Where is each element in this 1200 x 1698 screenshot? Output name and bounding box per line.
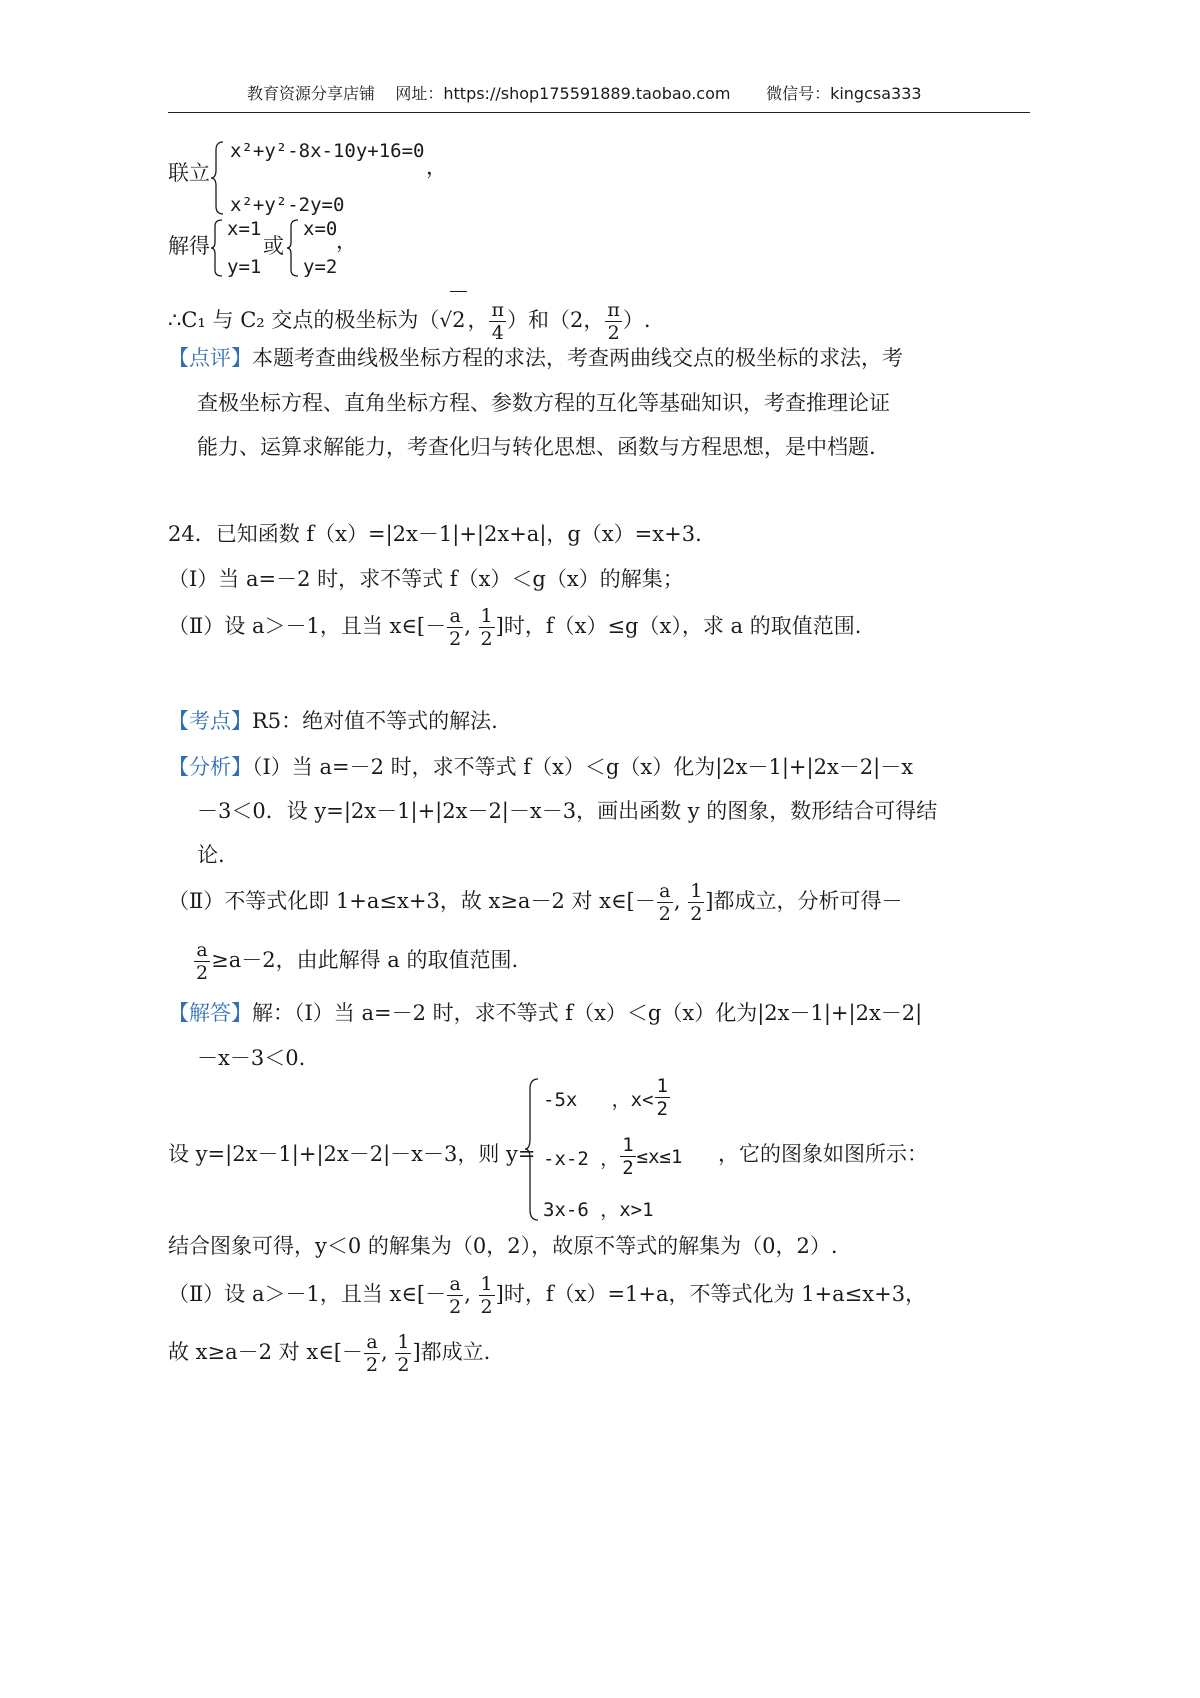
sqrt-icon: √	[439, 308, 453, 332]
header-wechat: kingcsa333	[830, 84, 922, 103]
comment-line3: 能力、运算求解能力，考查化归与转化思想、函数与方程思想，是中档题.	[197, 435, 876, 459]
fenxi-line4-pre: （Ⅱ）不等式化即 1+a≤x+3，故 x≥a－2 对 x∈[－	[168, 889, 656, 913]
fenxi-line1	[168, 752, 913, 782]
jieda-part2-pre: （Ⅱ）设 a＞－1，且当 x∈[－	[168, 1282, 447, 1306]
page-header	[247, 81, 922, 104]
left-brace-icon	[210, 140, 226, 216]
left-brace-icon	[524, 1077, 540, 1222]
problem-part1: （Ⅰ）当 a=－2 时，求不等式 f（x）＜g（x）的解集；	[168, 567, 684, 591]
kaodian	[168, 706, 498, 736]
fenxi-line4: （Ⅱ）不等式化即 1+a≤x+3，故 x≥a－2 对 x∈[－ $\frac{a}{2}$ , $\frac{1}{2}$ ]都成立，分析可得－	[168, 879, 903, 925]
case2: -x-2 ， $\frac{1}{2}$ ≤x≤1	[543, 1134, 683, 1179]
fenxi-text-1: （Ⅰ）当 a=－2 时，求不等式 f（x）＜g（x）化为|2x－1|+|2x－2|－x	[252, 755, 914, 779]
comment-tag: 【点评】	[168, 346, 252, 370]
comment-line2: 查极坐标方程、直角坐标方程、参数方程的互化等基础知识，考查推理论证	[197, 391, 890, 415]
piecewise-setup: 设 y=|2x－1|+|2x－2|－x－3，则 y=	[168, 1142, 536, 1166]
eq1: x²+y²-8x-10y+16=0	[230, 140, 425, 162]
frac-1-2: $\frac{1}{2}$	[690, 879, 703, 925]
jiede-label: 解得	[168, 234, 210, 258]
left-brace-icon	[286, 218, 300, 278]
eq2: x²+y²-2y=0	[230, 194, 345, 216]
huo-label: 或	[263, 234, 284, 258]
sol2b: y=2	[303, 256, 338, 278]
header-url-label: 网址：	[395, 84, 444, 103]
jieda-line1	[168, 998, 922, 1028]
case3: 3x-6 ，x>1	[543, 1199, 654, 1221]
header-url[interactable]: https://shop175591889.taobao.com	[443, 84, 731, 103]
sol1b: y=1	[227, 256, 262, 278]
comma1: ，	[426, 155, 447, 179]
fenxi-line5-post: ≥a－2，由此解得 a 的取值范围.	[211, 948, 519, 972]
jieda-line2: －x－3＜0.	[197, 1046, 306, 1070]
fenxi-line2: －3＜0．设 y=|2x－1|+|2x－2|－x－3，画出函数 y 的图象，数形结合可得结	[197, 799, 938, 823]
frac-a-2: $\frac{a}{2}$	[365, 1330, 379, 1376]
solution-system-2	[286, 218, 337, 278]
frac-1-2: $\frac{1}{2}$	[622, 1134, 634, 1179]
header-shop: 教育资源分享店铺	[247, 84, 376, 103]
frac-pi-4: $\frac{\pi}{4}$	[491, 298, 504, 344]
frac-1-2: $\frac{1}{2}$	[480, 604, 493, 650]
piecewise-system	[524, 1077, 682, 1222]
jieda-text-1: 解：（Ⅰ）当 a=－2 时，求不等式 f（x）＜g（x）化为|2x－1|+|2x－2|	[252, 1001, 923, 1025]
fenxi-line4-post: ]都成立，分析可得－	[705, 889, 903, 913]
sol1a: x=1	[227, 218, 262, 240]
problem-stem: 24．已知函数 f（x）=|2x－1|+|2x+a|，g（x）=x+3.	[168, 522, 702, 546]
header-rule	[168, 112, 1030, 113]
part2-post: ]时，f（x）≤g（x），求 a 的取值范围.	[495, 614, 862, 638]
frac-a-2: $\frac{a}{2}$	[449, 604, 462, 650]
conclusion-end: ）.	[622, 308, 651, 332]
frac-a-2: $\frac{a}{2}$	[196, 938, 209, 984]
comma2: ，	[336, 229, 357, 253]
polar-conclusion: ∴C₁ 与 C₂ 交点的极坐标为（√2， $\frac{\pi}{4}$ ）和（2， $\frac{\pi}{2}$ ）.	[168, 291, 651, 348]
system-1	[210, 140, 424, 216]
case1: -5x ，x< $\frac{1}{2}$	[543, 1075, 668, 1120]
jieda-last-pre: 故 x≥a－2 对 x∈[－	[168, 1340, 363, 1364]
jieda-part2-post: ]时，f（x）=1+a，不等式化为 1+a≤x+3，	[495, 1282, 927, 1306]
problem-part2: （Ⅱ）设 a＞－1，且当 x∈[－ $\frac{a}{2}$ , $\frac{1}{2}$ ]时，f（x）≤g（x），求 a 的取值范围.	[168, 604, 862, 650]
jieda-result1: 结合图象可得，y＜0 的解集为（0，2），故原不等式的解集为（0，2）.	[168, 1234, 838, 1258]
jieda-part2: （Ⅱ）设 a＞－1，且当 x∈[－ $\frac{a}{2}$ , $\frac{1}{2}$ ]时，f（x）=1+a，不等式化为 1+a≤x+3，	[168, 1272, 927, 1318]
jieda-last-post: ]都成立.	[412, 1340, 491, 1364]
comment-text-1: 本题考查曲线极坐标方程的求法，考查两曲线交点的极坐标的求法，考	[252, 346, 903, 370]
frac-1-2: $\frac{1}{2}$	[397, 1330, 410, 1376]
header-wechat-label: 微信号：	[766, 84, 831, 103]
kaodian-text: R5：绝对值不等式的解法.	[252, 709, 498, 733]
kaodian-tag: 【考点】	[168, 709, 252, 733]
fenxi-tag: 【分析】	[168, 755, 252, 779]
frac-1-2: $\frac{1}{2}$	[480, 1272, 493, 1318]
frac-a-2: $\frac{a}{2}$	[449, 1272, 462, 1318]
solution-system-1	[210, 218, 261, 278]
jieda-tag: 【解答】	[168, 1001, 252, 1025]
frac-1-2: $\frac{1}{2}$	[656, 1075, 668, 1120]
sol2a: x=0	[303, 218, 338, 240]
frac-a-2: $\frac{a}{2}$	[658, 879, 671, 925]
lianli-label: 联立	[168, 161, 210, 185]
fenxi-line3: 论.	[197, 843, 225, 867]
part2-pre: （Ⅱ）设 a＞－1，且当 x∈[－	[168, 614, 447, 638]
frac-pi-2: $\frac{\pi}{2}$	[607, 298, 620, 344]
left-brace-icon	[210, 218, 224, 278]
jieda-last: 故 x≥a－2 对 x∈[－ $\frac{a}{2}$ , $\frac{1}{2}$ ]都成立.	[168, 1330, 491, 1376]
fenxi-line5	[193, 932, 518, 988]
sqrt-arg: 2	[450, 291, 467, 348]
comment-line1	[168, 343, 903, 373]
conclusion-mid: ）和（2，	[506, 308, 605, 332]
piecewise-after: ，它的图象如图所示：	[718, 1142, 928, 1166]
conclusion-pre: ∴C₁ 与 C₂ 交点的极坐标为（	[168, 308, 440, 332]
